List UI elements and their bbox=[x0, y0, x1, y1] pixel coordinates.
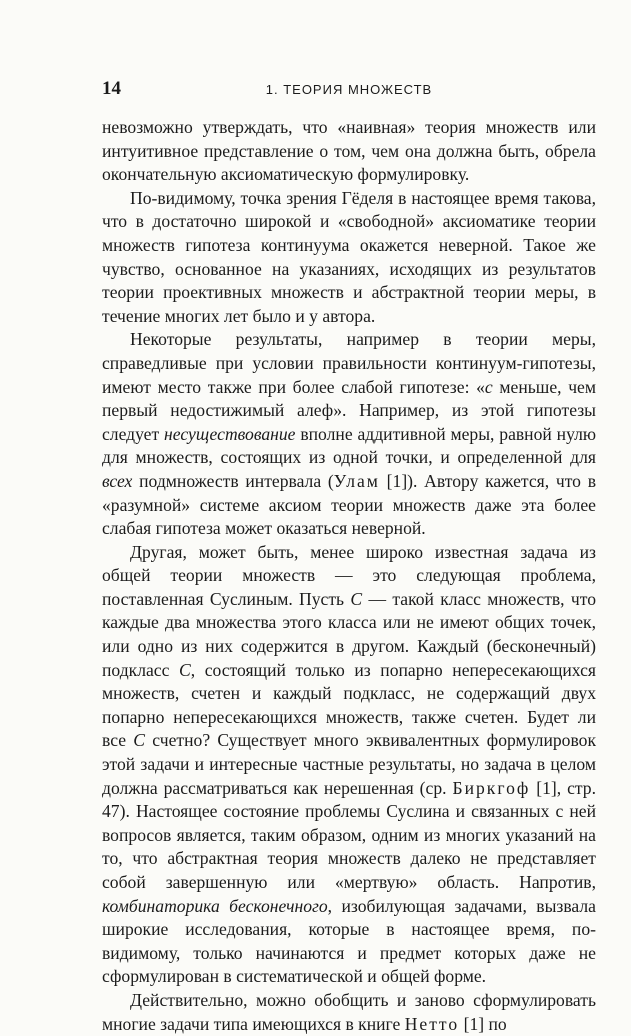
page-number: 14 bbox=[102, 78, 121, 99]
text-span: Некоторые результаты, например в теории меры, справедливые при условии правильности континуум-гипотезы, имеют место также при более слабой гипотезе: « bbox=[102, 329, 596, 397]
text-span: , изобилующая задачами, вызвала широкие исследования, которые в настоящее время, по-видимому, только начинаются и предмет которых даже не сформулирован в систематической и общей форме. bbox=[102, 895, 596, 987]
running-title: 1. ТЕОРИЯ МНОЖЕСТВ bbox=[265, 82, 433, 97]
text-span: — такой класс множеств, что каждые два множества этого класса или не имеют общих точек, или одно из них содержится в другом. Каждый (бесконечный) подкласс bbox=[102, 588, 596, 680]
text-span: [1]). Автору кажется, что в «разумной» системе аксиом теории множеств даже эта более слабая гипотеза может оказаться неверной. bbox=[102, 470, 596, 539]
text-span: меньше, чем первый недостижимый алеф». Например, из этой гипотезы следует bbox=[102, 376, 596, 444]
paragraph-2 bbox=[102, 187, 596, 329]
text-span: вполне аддитивной меры, равной нулю для множеств, состоящих из одной точки, и определенной для bbox=[102, 423, 597, 468]
text-span: [1], стр. 47). Настоящее состояние проблемы Суслина и связанных с ней вопросов является, таким образом, одним из многих указаний на то, что абстрактная теория множеств далеко не представляет собой завершенную или «мертвую» область. Напротив, bbox=[102, 777, 596, 892]
text-span: По-видимому, точка зрения Гёделя в настоящее время такова, что в достаточно широкой и «свободной» аксиоматике теории множеств гипотеза континуума окажется неверной. Такое же чувство, основанное на указаниях, исходящих из результатов теории проективных множеств и абстрактной теории меры, в течение многих лет было и у автора. bbox=[102, 187, 596, 326]
text-span: Действительно, можно обобщить и заново сформулировать многие задачи типа имеющихся в книге bbox=[102, 989, 596, 1034]
text-span: счетно? Существует много эквивалентных формулировок этой задачи и интересные частные результаты, но задача в целом должна рассматриваться как нерешенная (ср. bbox=[102, 730, 596, 798]
paragraph-1 bbox=[102, 116, 596, 187]
emphasis: всех bbox=[102, 470, 133, 491]
italic-symbol: c bbox=[484, 376, 493, 397]
author-citation: Биркгоф bbox=[452, 777, 531, 798]
author-citation: Улам bbox=[333, 470, 380, 491]
text-span: [1] по bbox=[459, 1013, 507, 1034]
italic-symbol: C bbox=[133, 730, 146, 751]
paragraph-4 bbox=[102, 541, 596, 989]
text-span: невозможно утверждать, что «наивная» теория множеств или интуитивное представление о том, чем она должна быть, обрела окончательную аксиоматическую формулировку. bbox=[102, 117, 596, 185]
page-header bbox=[102, 78, 596, 104]
italic-symbol: C bbox=[350, 588, 363, 609]
emphasis: комбинаторика бесконечного bbox=[102, 895, 328, 916]
text-span: подмножеств интервала ( bbox=[132, 470, 334, 491]
body-text bbox=[102, 116, 596, 1036]
paragraph-3 bbox=[102, 328, 596, 540]
emphasis: несуществование bbox=[164, 423, 296, 444]
text-span: , состоящий только из попарно непересекающихся множеств, счетен и каждый подкласс, не содержащий двух попарно непересекающихся множеств, также счетен. Будет ли все bbox=[102, 659, 597, 751]
italic-symbol: C bbox=[178, 659, 191, 680]
text-span: Другая, может быть, менее широко известная задача из общей теории множеств — это следующая проблема, поставленная Суслиным. Пусть bbox=[102, 541, 596, 609]
author-citation: Нетто bbox=[404, 1013, 460, 1034]
paragraph-5 bbox=[102, 989, 596, 1036]
